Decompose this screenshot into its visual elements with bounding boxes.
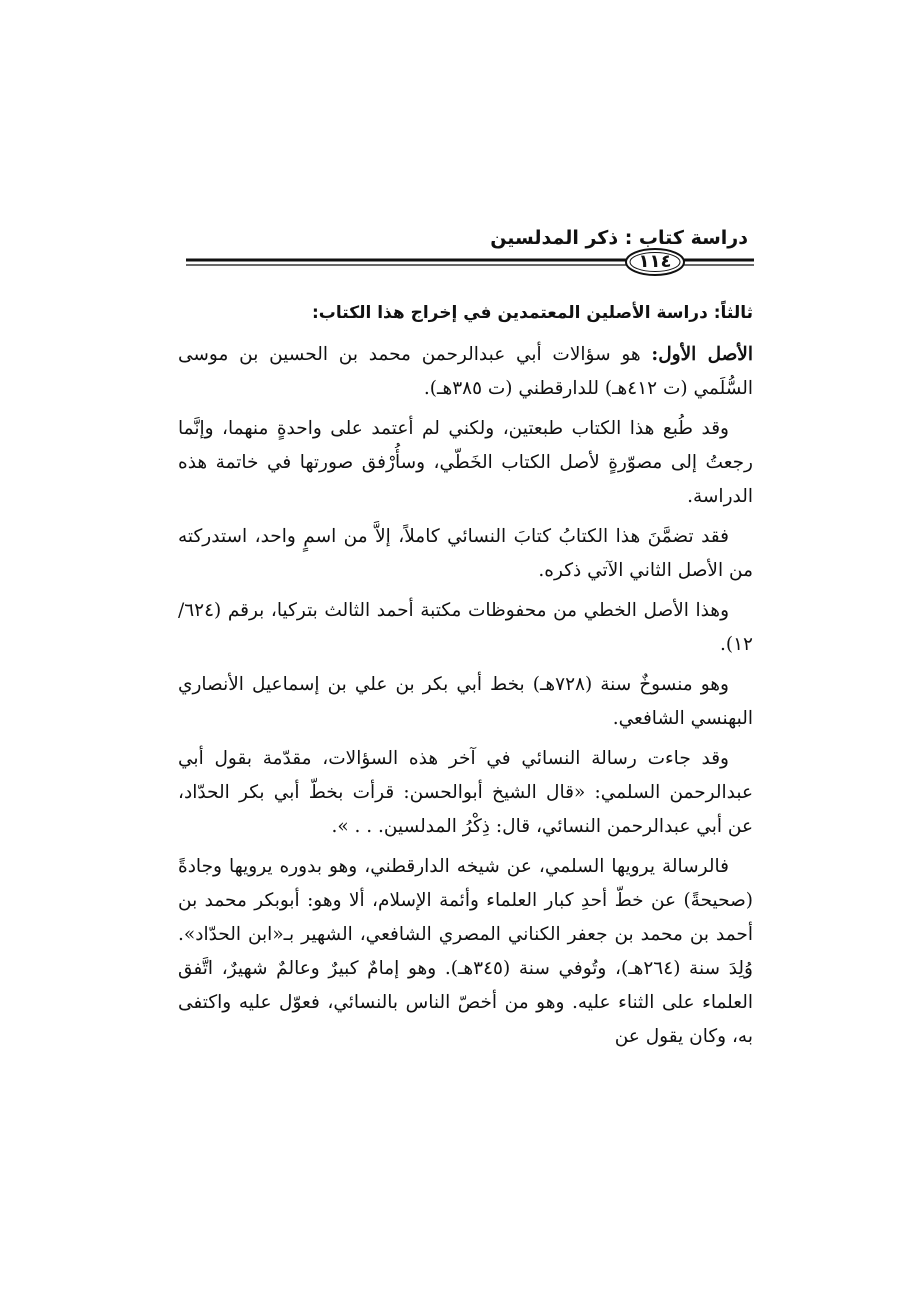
paragraph-text: هو سؤالات أبي عبدالرحمن محمد بن الحسين بن موسى السُّلَمي (ت ٤١٢هـ) للدارقطني (ت ٣٨٥هـ).	[178, 344, 753, 399]
paragraph-2: وقد طُبع هذا الكتاب طبعتين، ولكني لم أعتمد على واحدةٍ منهما، وإنَّما رجعتُ إلى مصوّرةٍ لأصل الكتاب الخَطّي، وسأُرْفق صورتها في خاتمة هذه الدراسة.	[178, 418, 753, 507]
paragraph-3: فقد تضمَّنَ هذا الكتابُ كتابَ النسائي كاملاً، إلاَّ من اسمٍ واحد، استدركته من الأصل الثاني الآتي ذكره.	[178, 526, 753, 581]
paragraph-4: وهذا الأصل الخطي من محفوظات مكتبة أحمد الثالث بتركيا، برقم (٦٢٤/ ١٢).	[178, 600, 753, 655]
paragraph-5: وهو منسوخٌ سنة (٧٢٨هـ) بخط أبي بكر بن علي بن إسماعيل الأنصاري البهنسي الشافعي.	[178, 674, 753, 729]
page-number: ١١٤	[638, 251, 672, 272]
paragraph-lead: الأصل الأول:	[651, 344, 753, 365]
body-text	[178, 296, 753, 1060]
paragraph-6: وقد جاءت رسالة النسائي في آخر هذه السؤالات، مقدّمة بقول أبي عبدالرحمن السلمي: «قال الشيخ أبوالحسن: قرأت بخطّ أبي بكر الحدّاد، عن أبي عبدالرحمن النسائي، قال: ذِكْرُ المدلسين. . . ».	[178, 748, 753, 837]
paragraph-1	[178, 338, 753, 406]
paragraph-7: فالرسالة يرويها السلمي، عن شيخه الدارقطني، وهو بدوره يرويها وجادةً (صحيحةً) عن خطّ أحدِ كبار العلماء وأئمة الإسلام، ألا وهو: أبوبكر محمد بن أحمد بن محمد بن جعفر الكناني المصري الشافعي، الشهير بـ«ابن الحدّاد». وُلِدَ سنة (٢٦٤هـ)، وتُوفي سنة (٣٤٥هـ). وهو إمامٌ كبيرٌ وعالمٌ شهيرٌ، اتَّفق العلماء على الثناء عليه. وهو من أخصّ الناس بالنسائي، فعوّل عليه واكتفى به، وكان يقول عن	[178, 856, 753, 1047]
section-heading: ثالثاً: دراسة الأصلين المعتمدين في إخراج هذا الكتاب:	[312, 303, 753, 323]
running-header-title: دراسة كتاب : ذكر المدلسين	[490, 227, 748, 249]
